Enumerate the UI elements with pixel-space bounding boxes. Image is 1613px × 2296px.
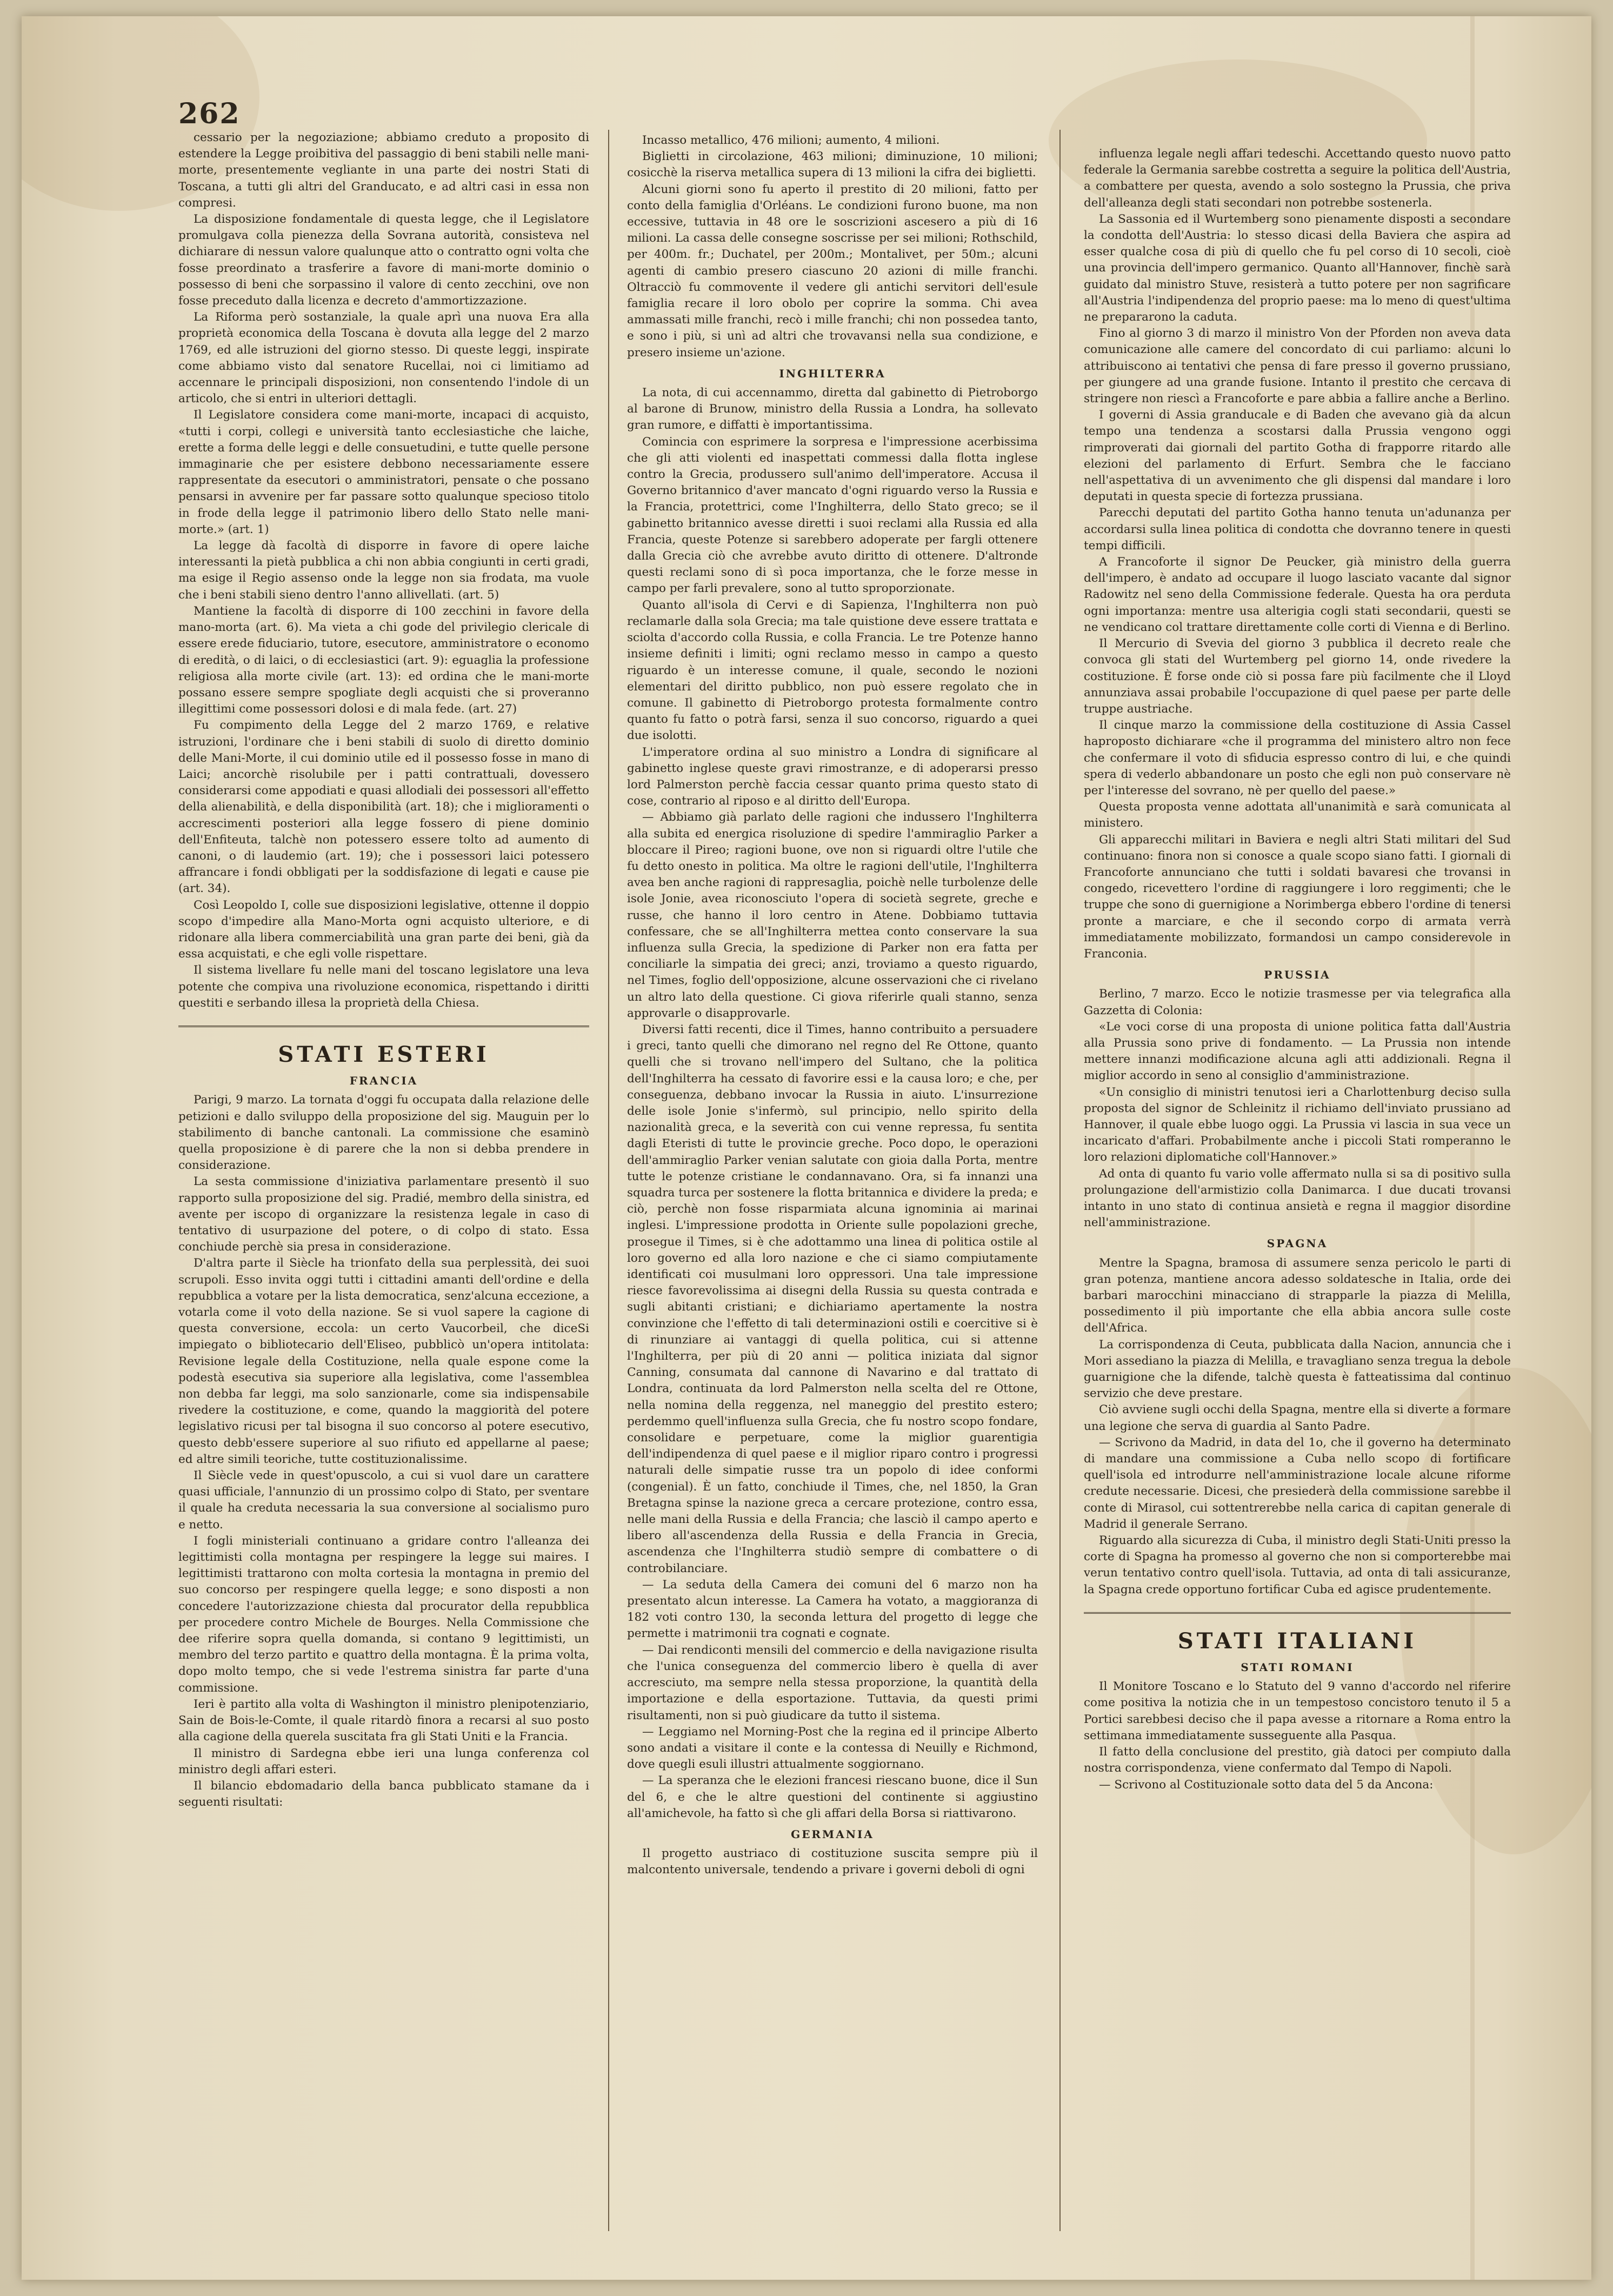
- paragraph: Ad onta di quanto fu vario volle affermato nulla si sa di positivo sulla prolungazione dell'armistizio colla Danimarca. I due ducati trovansi intanto in uno stato di continua ansietà e regna il maggior disordine nell'amministrazione.: [1084, 1167, 1511, 1230]
- column-rule: [608, 130, 609, 2231]
- paragraph: — Scrivono al Costituzionale sotto data del 5 da Ancona:: [1099, 1778, 1434, 1792]
- paragraph: — Leggiamo nel Morning-Post che la regina ed il principe Alberto sono andati a visitare il conte e la contessa di Neuilly e Richmond, dove quegli esuli illustri attualmente soggiornano.: [627, 1725, 1038, 1772]
- section-title-stati-esteri: STATI ESTERI: [278, 1041, 490, 1067]
- paragraph: L'imperatore ordina al suo ministro a Londra di significare al gabinetto inglese queste gravi rimostranze, e di adoperarsi presso lord Palmerston perchè faccia cessar quanto prima questo stato di cose, contrario al riposo e al diritto dell'Europa.: [627, 745, 1038, 808]
- paragraph: La Riforma però sostanziale, la quale aprì una nuova Era alla proprietà economica della Toscana è dovuta alla legge del 2 marzo 1769, ed alle istruzioni del giorno stesso. Di queste leggi, inspirate come abbiamo visto dal senatore Rucellai, noi ci limitiamo ad accennare le principali disposizioni, non consentendo l'indole di un articolo, che si entri in ulteriori dettagli.: [178, 310, 589, 406]
- paragraph: Incasso metallico, 476 milioni; aumento, 4 milioni.: [642, 134, 940, 147]
- section-divider: [178, 1026, 589, 1067]
- section-divider: [1084, 1612, 1511, 1654]
- paragraph: La disposizione fondamentale di questa legge, che il Legislatore promulgava colla pienezza della Sovrana autorità, consisteva nel dichiarare di nessun valore qualunque atto o contratto ogni volta che fosse preordinato a trasferire a favore di mani-morte dominio o possesso di beni che sorpassino il valore di cento zecchini, ove non fosse preceduto dalla licenza e decreto d'ammortizzazione.: [178, 212, 589, 308]
- paragraph: Alcuni giorni sono fu aperto il prestito di 20 milioni, fatto per conto della famiglia d'Orléans. Le condizioni furono buone, ma non eccessive, tuttavia in 48 ore le soscrizioni ascesero a più di 16 milioni. La cassa delle consegne soscrisse per sei milioni; Rothschild, per 400m. fr.; Duchatel, per 200m.; Montalivet, per 50m.; alcuni agenti di cambio presero ciascuno 20 azioni di mille franchi. Oltracciò fu commovente il vedere gli antichi servitori dell'esule famiglia recare il loro obolo per coprire la somma. Chi avea ammassati mille franchi, recò i mille franchi; chi non possedea tanto, e sono i più, si unì ad altri che trovavansi nella sua condizione, e presero insieme un'azione.: [627, 182, 1038, 360]
- paragraph: Mantiene la facoltà di disporre di 100 zecchini in favore della mano-morta (art. 6). Ma vieta a chi gode del privilegio clericale di essere erede fiduciario, tutore, esecutore, amministratore o economo di eredità, o di laici, o di ecclesiastici (art. 9): eguaglia la professione religiosa alla morte civile (art. 13): ed ordina che le mani-morte possano essere sempre spogliate degli acquisti che si proveranno illegittimi come possessori dolosi e di mala fede. (art. 27): [178, 604, 589, 716]
- paragraph: «Un consiglio di ministri tenutosi ieri a Charlottenburg deciso sulla proposta del signor de Schleinitz il richiamo dell'inviato prussiano ad Hannover, il quale ebbe luogo oggi. La Prussia vi lascia in sua vece un incaricato d'affari. Probabilmente anche i piccoli Stati romperanno le loro relazioni diplomatiche coll'Hannover.»: [1084, 1085, 1511, 1164]
- paragraph: Questa proposta venne adottata all'unanimità e sarà comunicata al ministero.: [1084, 800, 1511, 830]
- newspaper-page: [22, 16, 1591, 2280]
- paragraph: Quanto all'isola di Cervi e di Sapienza, l'Inghilterra non può reclamarle dalla sola Grecia; ma tale quistione deve essere trattata e sciolta d'accordo colla Russia, e colla Francia. Le tre Potenze hanno insieme definiti i limiti; ogni reclamo messo in campo a questo riguardo è un interesse comune, il quale, secondo le nozioni elementari del diritto pubblico, non può essere regolato che in comune. Il gabinetto di Pietroborgo protesta formalmente contro quanto fu fatto o potrà farsi, senza il suo concorso, riguardo a quei due isolotti.: [627, 598, 1038, 743]
- paragraph: Riguardo alla sicurezza di Cuba, il ministro degli Stati-Uniti presso la corte di Spagna ha promesso al governo che non si comporterebbe mai verun tentativo contro quell'isola. Tuttavia, ad onta di tali assicuranze, la Spagna crede opportuno fortificar Cuba ed agisce prudentemente.: [1084, 1534, 1511, 1596]
- paragraph: Berlino, 7 marzo. Ecco le notizie trasmesse per via telegrafica alla Gazzetta di Colonia:: [1084, 987, 1511, 1017]
- section-title-francia: FRANCIA: [349, 1074, 418, 1088]
- column-rule: [1059, 130, 1061, 2231]
- paragraph: Il progetto austriaco di costituzione suscita sempre più il malcontento universale, tendendo a privare i governi deboli di ogni: [627, 1847, 1038, 1877]
- paragraph: La legge dà facoltà di disporre in favore di opere laiche interessanti la pietà pubblica a chi non abbia congiunti in certi gradi, ma esige il Regio assenso onde la legge non sia frodata, ma vuole che i beni stabili sieno dentro l'anno allivellati. (art. 5): [178, 539, 589, 602]
- section-title-prussia: PRUSSIA: [1264, 968, 1331, 982]
- paragraph: Ieri è partito alla volta di Washington il ministro plenipotenziario, Sain de Bois-le-Comte, il quale ritardò finora a recarsi al suo posto alla cagione della querela suscitata fra gli Stati Uniti e la Francia.: [178, 1697, 589, 1744]
- paragraph: Gli apparecchi militari in Baviera e negli altri Stati militari del Sud continuano: finora non si conosce a quale scopo siano fatti. I giornali di Francoforte annunciano che tutti i soldati bavaresi che trovansi in congedo, ricevettero l'ordine di raggiungere i loro reggimenti; che le truppe che sono di guernigione a Norimberga ebbero l'ordine di tenersi pronte a marciare, e che il secondo corpo di armata verrà immediatamente mobilizzato, formandosi un campo considerevole in Franconia.: [1084, 833, 1511, 961]
- paragraph: — Scrivono da Madrid, in data del 1o, che il governo ha determinato di mandare una commissione a Cuba nello scopo di fortificare quell'isola ed introdurre nell'amministrazione locale alcune riforme credute necessarie. Dicesi, che presiederà della commissione sarebbe il conte di Mirasol, cui sottentrerebbe nella carica di capitan generale di Madrid il generale Serrano.: [1084, 1435, 1511, 1531]
- paragraph: — La seduta della Camera dei comuni del 6 marzo non ha presentato alcun interesse. La Camera ha votato, a maggioranza di 182 voti contro 130, la seconda lettura del progetto di legge che permette i matrimonii tra cognati e cognate.: [627, 1578, 1038, 1641]
- paragraph: Parigi, 9 marzo. La tornata d'oggi fu occupata dalla relazione delle petizioni e dallo sviluppo della proposizione del sig. Mauguin per lo stabilimento di banche cantonali. La commissione che esaminò quella proposizione è di parere che la non si debba prendere in considerazione.: [178, 1093, 589, 1173]
- column-1: [178, 130, 589, 2242]
- paragraph: Il Mercurio di Svevia del giorno 3 pubblica il decreto reale che convoca gli stati del Wurtemberg pel giorno 14, onde rivedere la costituzione. È forse onde ciò si possa fare più facilmente che il Lloyd annunziava assai probabile l'occupazione di quel paese per parte delle truppe austriache.: [1084, 637, 1511, 716]
- paragraph: Parecchi deputati del partito Gotha hanno tenuta un'adunanza per accordarsi sulla linea politica di condotta che dovranno tenere in questi tempi difficili.: [1084, 506, 1511, 553]
- paragraph: Ciò avviene sugli occhi della Spagna, mentre ella si diverte a formare una legione che serva di guardia al Santo Padre.: [1084, 1403, 1511, 1433]
- paragraph: La corrispondenza di Ceuta, pubblicata dalla Nacion, annuncia che i Mori assediano la piazza di Melilla, e travagliano senza tregua la debole guarnigione che la difende, talchè questa è fatteatissima dal continuo servizio che deve prestare.: [1084, 1337, 1511, 1401]
- column-2: [627, 132, 1038, 2242]
- section-title-stati-italiani: STATI ITALIANI: [1177, 1628, 1417, 1654]
- paragraph: Il Monitore Toscano e lo Statuto del 9 vanno d'accordo nel riferire come positiva la notizia che in un tempestoso concistoro tenuto il 5 a Portici sarebbesi deciso che il papa avesse a ritornare a Roma entro la settimana immediatamente susseguente alla Pasqua.: [1084, 1680, 1511, 1742]
- paragraph: La sesta commissione d'iniziativa parlamentare presentò il suo rapporto sulla proposizione del sig. Pradié, membro della sinistra, ed avente per iscopo di organizzare la resistenza legale in caso di tentativo di usurpazione del potere, o di colpo di stato. Essa conchiude perchè sia presa in considerazione.: [178, 1175, 589, 1254]
- section-title-germania: GERMANIA: [791, 1827, 874, 1841]
- paragraph: Diversi fatti recenti, dice il Times, hanno contribuito a persuadere i greci, tanto quelli che dimorano nel regno del Re Ottone, quanto quelli che si trovano nell'impero del Sultano, che la politica dell'Inghilterra ha cessato di favorire essi e la causa loro; e che, per conseguenza, debbano invocar la Russia in aiuto. L'insurrezione delle isole Jonie s'infermò, sul principio, nello spirito della nazionalità greca, e la severità con cui venne repressa, fu sentita dagli Eteristi di tutte le provincie greche. Poco dopo, le operazioni dell'ammiraglio Parker venian salutate con gioia dalla Porta, mentre tutte le potenze cristiane le condannavano. Ora, si fa innanzi una squadra turca per sostenere la flotta britannica e dividere la preda; e ciò, perchè non fosse risparmiata alcuna ignominia ai marinai inglesi. L'impressione prodotta in Oriente sulle popolazioni greche, prosegue il Times, si è che adottammo una linea di politica ostile al loro governo ed alla loro nazione e che ci siamo compiutamente identificati coi musulmani loro oppressori. Una tale impressione riesce favorevolissima ai disegni della Russia su questa contrada e sugli abitanti cristiani; e dichiariamo apertamente la nostra convinzione che l'effetto di tali determinazioni ostili e coercitive si è di rinunziare ai vantaggi di quella politica, cui si attenne l'Inghilterra, per più di 20 anni — politica iniziata dal signor Canning, consumata dal cannone di Navarino e dal trattato di Londra, continuata da lord Palmerston nella scelta del re Ottone, nella nomina della reggenza, nel maneggio del prestito estero; perdemmo quell'influenza sulla Grecia, che fu nostro scopo fondare, consolidare e perpetuare, come la miglior guarentigia dell'indipendenza di quel paese e il miglior riparo contro i progressi naturali delle simpatie russe tra un popolo di idee conformi (congenial). È un fatto, conchiude il Times, che, nel 1850, la Gran Bretagna spinse la nazione greca a cercare protezione, contro essa, nelle mani della Russia e della Francia; che lasciò il campo aperto e libero all'ascendenza della Russia e della Francia in Grecia, ascendenza che l'Inghilterra studiò sempre di combattere o di controbilanciare.: [627, 1022, 1038, 1575]
- section-title-stati-romani: STATI ROMANI: [1241, 1661, 1354, 1674]
- paragraph: I governi di Assia granducale e di Baden che avevano già da alcun tempo una tendenza a scostarsi dalla Prussia vengono oggi rimproverati dai giornali del partito Gotha di frapporre ritardo alle elezioni del parlamento di Erfurt. Sembra che le facciano nell'aspettativa di un avvenimento che gli dispensi dal mandare i loro deputati in questa specie di fortezza prussiana.: [1084, 408, 1511, 504]
- paragraph: D'altra parte il Siècle ha trionfato della sua perplessità, dei suoi scrupoli. Esso invita oggi tutti i cittadini amanti dell'ordine e della repubblica a votare per la lista democratica, senz'alcuna eccezione, a votarla come il voto della nazione. Se si vuol sapere la cagione di questa conversione, eccola: un certo Vaucorbeil, che diceSi impiegato o bibliotecario dell'Eliseo, pubblicò un'opera intitolata: Revisione legale della Costituzione, nella quale espone come la podestà esecutiva sia superiore alla legislativa, come l'assemblea non debba far leggi, ma solo sanzionarle, come sia indispensabile rivedere la costituzione, e come, quando la maggiorità del potere legislativo ricusi per tal bisogna il suo concorso al potere esecutivo, questo debb'essere superiore al suo rifiuto ed appellarne al paese; ed altre simili teoriche, tutte costituzionalissime.: [178, 1256, 589, 1466]
- paragraph: I fogli ministeriali continuano a gridare contro l'alleanza dei legittimisti colla montagna per respingere la legge sui maires. I legittimisti trattarono con molta cortesia la montagna in premio del suo concorso per respingere quella legge; e sono disposti a non concedere l'autorizzazione chiesta dal procurator della repubblica per procedere contro Michele de Bourges. Nella Commissione che dee riferire sopra quella domanda, si contano 9 legittimisti, un membro del terzo partito e quattro della montagna. È la prima volta, dopo molto tempo, che si vede l'estrema sinistra far parte d'una commissione.: [178, 1534, 589, 1695]
- paragraph: Fu compimento della Legge del 2 marzo 1769, e relative istruzioni, l'ordinare che i beni stabili di suolo di diretto dominio delle Mani-Morte, il cui dominio utile ed il possesso fosse in mano di Laici; ancorchè risolubile per i patti contrattuali, dovessero considerarsi come appodiati e quasi allodiali dei possessori all'effetto della alienabilità, e della disponibilità (art. 18); che i miglioramenti o accrescimenti posteriori alla legge fossero di piene dominio dell'Enfiteuta, talchè non potessero essere tolto ad aumento di canoni, o di laudemio (art. 19); che i possessori laici potessero affrancare i fondi obbligati per la soddisfazione di legati e cause pie (art. 34).: [178, 718, 589, 896]
- paragraph: La nota, di cui accennammo, diretta dal gabinetto di Pietroborgo al barone di Brunow, ministro della Russia a Londra, ha sollevato gran rumore, e diffatti è importantissima.: [627, 386, 1038, 432]
- paragraph: La Sassonia ed il Wurtemberg sono pienamente disposti a secondare la condotta dell'Austria: lo stesso dicasi della Baviera che aspira ad esser qualche cosa di più di quello che fu pel corso di 10 secoli, cioè una provincia dell'impero germanico. Quanto all'Hannover, finchè sarà guidato dal ministro Stuve, resisterà a tutto potere per non sagrificare all'Austria l'indipendenza del proprio paese: ma lo meno di quest'ultima ne prepararono la caduta.: [1084, 212, 1511, 324]
- paragraph: Biglietti in circolazione, 463 milioni; diminuzione, 10 milioni; cosicchè la riserva metallica supera di 13 milioni la cifra dei biglietti.: [627, 150, 1038, 180]
- section-title-spagna: SPAGNA: [1267, 1237, 1328, 1250]
- paragraph: Il bilancio ebdomadario della banca pubblicato stamane da i seguenti risultati:: [178, 1779, 589, 1809]
- paragraph: Il Legislatore considera come mani-morte, incapaci di acquisto, «tutti i corpi, collegi e università tanto ecclesiastiche che laiche, erette a forma delle leggi e delle consuetudini, e tutte quelle persone immaginarie che per esistere debbono necessariamente essere rappresentate da esecutori o amministratori, pensate o che possano pensarsi in avvenire per far passare sotto qualunque specioso titolo in frode della legge il patrimonio libero dello Stato nelle mani-morte.» (art. 1): [178, 408, 589, 536]
- paragraph: Il sistema livellare fu nelle mani del toscano legislatore una leva potente che compiva una rivoluzione economica, rispettando i diritti questiti e serbando illesa la proprietà della Chiesa.: [178, 963, 589, 1010]
- paragraph: Mentre la Spagna, bramosa di assumere senza pericolo le parti di gran potenza, mantiene ancora adesso soldatesche in Italia, orde dei barbari marocchini minacciano di strapparle la piazza di Melilla, possedimento il più importante che ella abbia ancora sulle coste dell'Africa.: [1084, 1256, 1511, 1335]
- paragraph: «Le voci corse di una proposta di unione politica fatta dall'Austria alla Prussia sono prive di fondamento. — La Prussia non intende mettere innanzi modificazione alcuna agli atti addizionali. Regna il miglior accordo in seno al consiglio d'amministrazione.: [1084, 1020, 1511, 1083]
- paragraph: Così Leopoldo I, colle sue disposizioni legislative, ottenne il doppio scopo d'impedire alla Mano-Morta ogni acquisto ulteriore, e di ridonare alla libera commerciabilità una gran parte dei beni, già da essa acquistati, e che egli volle rispettare.: [178, 898, 589, 961]
- paragraph: influenza legale negli affari tedeschi. Accettando questo nuovo patto federale la Germania sarebbe costretta a seguire la politica dell'Austria, a combattere per questa, avendo a solo sostegno la Prussia, che priva dell'alleanza degli stati secondari non potrebbe sostenerla.: [1084, 147, 1511, 210]
- paragraph: Il Siècle vede in quest'opuscolo, a cui si vuol dare un carattere quasi ufficiale, l'annunzio di un prossimo colpo di Stato, per sventare il quale ha creduta necessaria la sua conversione al socialismo puro e netto.: [178, 1469, 589, 1532]
- paragraph: Comincia con esprimere la sorpresa e l'impressione acerbissima che gli atti violenti ed inaspettati commessi dalla flotta inglese contro la Grecia, produssero sull'animo dell'imperatore. Accusa il Governo britannico d'aver mancato d'ogni riguardo verso la Russia e la Francia, protettrici, come l'Inghilterra, dello Stato greco; se il gabinetto britannico avesse diretti i suoi reclami alla Russia ed alla Francia, queste Potenze si sarebbero adoperate per fargli ottenere dalla Grecia ciò che avrebbe avuto diritto di ottenere. D'altronde questi reclami sono di sì poca importanza, che le forze messe in campo per farli prevalere, sono al tutto sproporzionate.: [627, 435, 1038, 596]
- paragraph: Il ministro di Sardegna ebbe ieri una lunga conferenza col ministro degli affari esteri.: [178, 1746, 589, 1776]
- paragraph: cessario per la negoziazione; abbiamo creduto a proposito di estendere la Legge proibitiva del passaggio di beni stabili nelle mani-morte, presentemente vegliante in una parte dei nostri Stati di Toscana, a tutti gli altri del Granducato, e ad altri casi in essa non compresi.: [178, 131, 589, 210]
- paragraph: Fino al giorno 3 di marzo il ministro Von der Pforden non aveva data comunicazione alle camere del concordato di cui parliamo: alcuni lo attribuiscono ai tentativi che pensa di fare presso il governo prussiano, per giungere ad una grande fusione. Intanto il prestito che cercava di stringere non riescì a Francoforte e pare abbia a fallire anche a Berlino.: [1084, 327, 1511, 406]
- paragraph: — Dai rendiconti mensili del commercio e della navigazione risulta che l'unica conseguenza del commercio libero è quella di aver accresciuto, ma sempre nella stessa proporzione, la quantità della importazione e della esportazione. Tuttavia, da questi primi risultamenti, non si può giudicare da tutto il sistema.: [627, 1643, 1038, 1722]
- paragraph: Il fatto della conclusione del prestito, già datoci per compiuto dalla nostra corrispondenza, viene confermato dal Tempo di Napoli.: [1084, 1745, 1511, 1775]
- page-number: 262: [178, 97, 241, 130]
- paragraph: Il cinque marzo la commissione della costituzione di Assia Cassel haproposto dichiarare «che il programma del ministero altro non fece che confermare il voto di sfiducia espresso contro di lui, e che quindi spera di vederlo abbandonare un posto che egli non può conservare nè per l'interesse del sovrano, nè per quello del paese.»: [1084, 718, 1511, 797]
- section-title-inghilterra: INGHILTERRA: [779, 367, 886, 380]
- column-3: [1084, 146, 1511, 2242]
- paragraph: — La speranza che le elezioni francesi riescano buone, dice il Sun del 6, e che le altre questioni del continente si aggiustino all'amichevole, ha fatto sì che gli affari della Borsa si riattivarono.: [627, 1774, 1038, 1820]
- paragraph: A Francoforte il signor De Peucker, già ministro della guerra dell'impero, è andato ad occupare il luogo lasciato vacante dal signor Radowitz nel seno della Commissione federale. Questa ha ora perduta ogni importanza: mentre usa alterigia cogli stati secondarii, questi se ne vendicano col trattare direttamente colle corti di Vienna e di Berlino.: [1084, 555, 1511, 634]
- paragraph: — Abbiamo già parlato delle ragioni che indussero l'Inghilterra alla subita ed energica risoluzione di spedire l'ammiraglio Parker a bloccare il Pireo; ragioni buone, ove non si riguardi oltre l'utile che fu detto onesto in politica. Ma oltre le ragioni dell'utile, l'Inghilterra avea ben anche ragioni di rappresaglia, poichè nelle turbolenze delle isole Jonie, avea riconosciuto l'opera di società segrete, greche e russe, che hanno il loro centro in Atene. Dobbiamo tuttavia confessare, che se all'Inghilterra mettea conto conservare la sua influenza sulla Grecia, la spedizione di Parker non era fatta per conciliarle la simpatia dei greci; anzi, troviamo a questo riguardo, nel Times, foglio dell'opposizione, alcune osservazioni che ci rivelano un altro lato della questione. Ci giova riferirle quali stanno, senza approvarle o disapprovarle.: [627, 810, 1038, 1020]
